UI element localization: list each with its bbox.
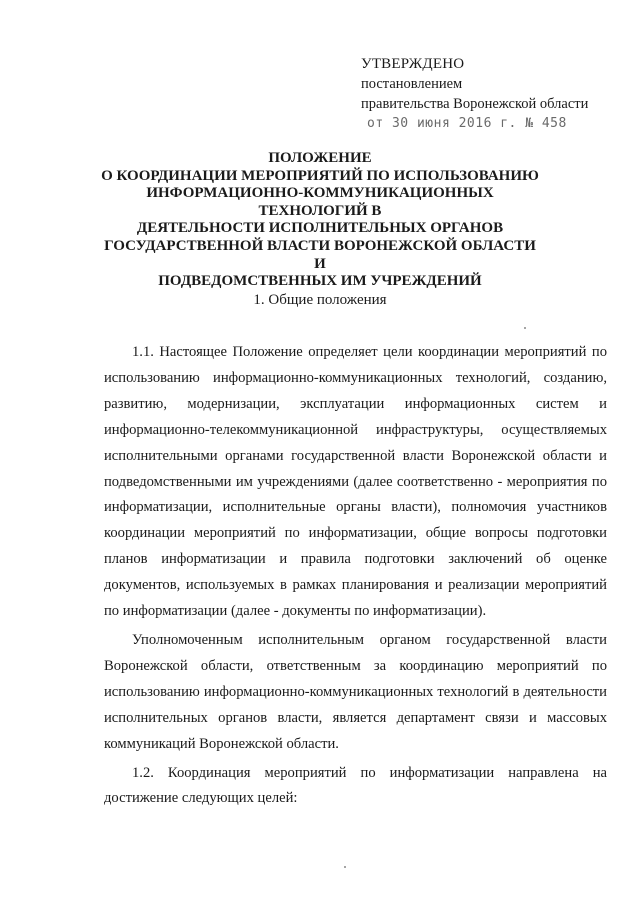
title-line: О КООРДИНАЦИИ МЕРОПРИЯТИЙ ПО ИСПОЛЬЗОВАНИЮ bbox=[101, 167, 539, 184]
title-line: ПОЛОЖЕНИЕ bbox=[268, 150, 372, 166]
approval-line-decree: постановлением bbox=[361, 76, 463, 92]
paragraph: Уполномоченным исполнительным органом государственной власти Воронежской области, ответственным за координацию мероприятий по использованию информационно-коммуникационных технологий в деятельности исполнительных органов власти, является департамент связи и массовых коммуникаций Воронежской области. bbox=[104, 631, 607, 752]
title-line: ПОДВЕДОМСТВЕННЫХ ИМ УЧРЕЖДЕНИЙ bbox=[158, 273, 482, 290]
scan-speck bbox=[344, 866, 346, 868]
document-body bbox=[104, 340, 607, 812]
title-line: ДЕЯТЕЛЬНОСТИ ИСПОЛНИТЕЛЬНЫХ ОРГАНОВ bbox=[136, 220, 504, 237]
title-line: ГОСУДАРСТВЕННОЙ ВЛАСТИ ВОРОНЕЖСКОЙ ОБЛАСТИ И bbox=[104, 237, 536, 272]
approval-label: УТВЕРЖДЕНО bbox=[361, 56, 465, 72]
approval-line-government: правительства Воронежской области bbox=[361, 96, 589, 112]
title-line: ИНФОРМАЦИОННО-КОММУНИКАЦИОННЫХ ТЕХНОЛОГИЙ В bbox=[146, 185, 494, 219]
approval-block bbox=[361, 54, 588, 134]
decree-number-stamp: от 30 июня 2016 г. № 458 bbox=[367, 116, 567, 131]
scan-speck bbox=[524, 327, 526, 329]
document-title bbox=[100, 150, 540, 291]
paragraph: 1.1. Настоящее Положение определяет цели координации мероприятий по использованию информационно-коммуникационных технологий, созданию, развитию, модернизации, эксплуатации информационных систем и информационно-телекоммуникационной инфраструктуры, осуществляемых исполнительными органами государственной власти Воронежской области и подведомственными им учреждениями (далее соответственно - мероприятия по информатизации, исполнительные органы власти), полномочия участников координации мероприятий по информатизации, общие вопросы подготовки планов информатизации и правила подготовки заключений об оценке документов, используемых в рамках планирования и реализации мероприятий по информатизации (далее - документы по информатизации). bbox=[104, 344, 607, 620]
paragraph: 1.2. Координация мероприятий по информатизации направлена на достижение следующих целей: bbox=[104, 764, 607, 807]
section-heading: 1. Общие положения bbox=[253, 292, 387, 308]
